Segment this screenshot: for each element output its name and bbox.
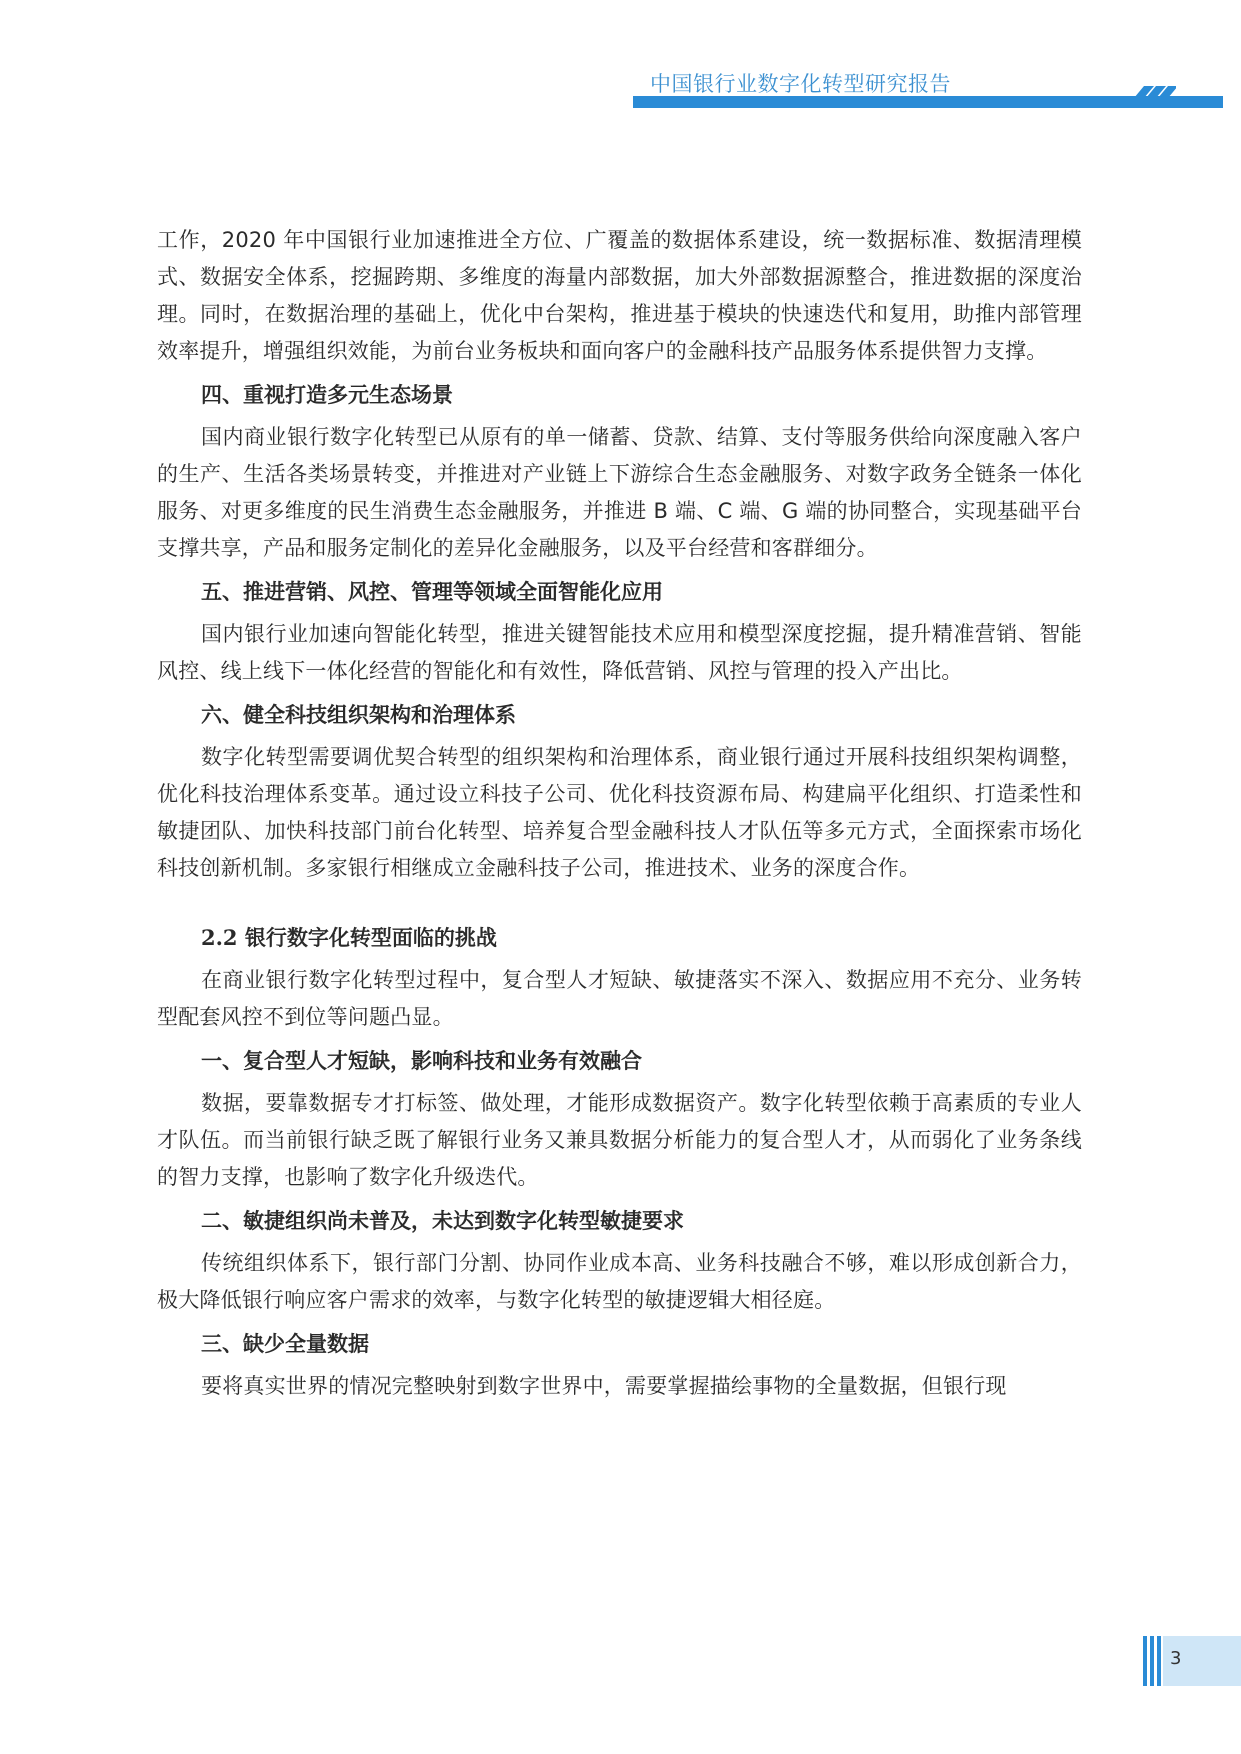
page-number: 3 xyxy=(1170,1648,1182,1669)
paragraph: 传统组织体系下，银行部门分割、协同作业成本高、业务科技融合不够，难以形成创新合力，极大降低银行响应客户需求的效率，与数字化转型的敏捷逻辑大相径庭。 xyxy=(157,1251,1082,1312)
page-content xyxy=(157,222,1082,1405)
subheading: 六、健全科技组织架构和治理体系 xyxy=(201,702,516,727)
subheading: 一、复合型人才短缺，影响科技和业务有效融合 xyxy=(201,1048,642,1073)
section-heading: 2.2 银行数字化转型面临的挑战 xyxy=(201,925,497,950)
report-title: 中国银行业数字化转型研究报告 xyxy=(650,72,951,96)
paragraph: 在商业银行数字化转型过程中，复合型人才短缺、敏捷落实不深入、数据应用不充分、业务转型配套风控不到位等问题凸显。 xyxy=(157,968,1082,1029)
subheading: 五、推进营销、风控、管理等领域全面智能化应用 xyxy=(201,579,663,604)
header-bar xyxy=(633,96,1223,108)
paragraph: 工作，2020 年中国银行业加速推进全方位、广覆盖的数据体系建设，统一数据标准、数据清理模式、数据安全体系，挖掘跨期、多维度的海量内部数据，加大外部数据源整合，推进数据的深度治理。同时，在数据治理的基础上，优化中台架构，推进基于模块的快速迭代和复用，助推内部管理效率提升，增强组织效能，为前台业务板块和面向客户的金融科技产品服务体系提供智力支撑。 xyxy=(157,228,1082,363)
paragraph: 数据，要靠数据专才打标签、做处理，才能形成数据资产。数字化转型依赖于高素质的专业人才队伍。而当前银行缺乏既了解银行业务又兼具数据分析能力的复合型人才，从而弱化了业务条线的智力支撑，也影响了数字化升级迭代。 xyxy=(157,1091,1082,1189)
paragraph: 数字化转型需要调优契合转型的组织架构和治理体系，商业银行通过开展科技组织架构调整，优化科技治理体系变革。通过设立科技子公司、优化科技资源布局、构建扁平化组织、打造柔性和敏捷团队、加快科技部门前台化转型、培养复合型金融科技人才队伍等多元方式，全面探索市场化科技创新机制。多家银行相继成立金融科技子公司，推进技术、业务的深度合作。 xyxy=(157,745,1082,880)
paragraph: 要将真实世界的情况完整映射到数字世界中，需要掌握描绘事物的全量数据，但银行现 xyxy=(201,1374,1007,1398)
subheading: 二、敏捷组织尚未普及，未达到数字化转型敏捷要求 xyxy=(201,1208,684,1233)
footer-lines-decoration xyxy=(1143,1636,1161,1686)
subheading: 三、缺少全量数据 xyxy=(201,1331,369,1356)
paragraph: 国内银行业加速向智能化转型，推进关键智能技术应用和模型深度挖掘，提升精准营销、智能风控、线上线下一体化经营的智能化和有效性，降低营销、风控与管理的投入产出比。 xyxy=(157,622,1082,683)
subheading: 四、重视打造多元生态场景 xyxy=(201,382,453,407)
paragraph: 国内商业银行数字化转型已从原有的单一储蓄、贷款、结算、支付等服务供给向深度融入客户的生产、生活各类场景转变，并推进对产业链上下游综合生态金融服务、对数字政务全链条一体化服务、对更多维度的民生消费生态金融服务，并推进 B 端、C 端、G 端的协同整合，实现基础平台支撑共享，产品和服务定制化的差异化金融服务，以及平台经营和客群细分。 xyxy=(157,425,1082,560)
